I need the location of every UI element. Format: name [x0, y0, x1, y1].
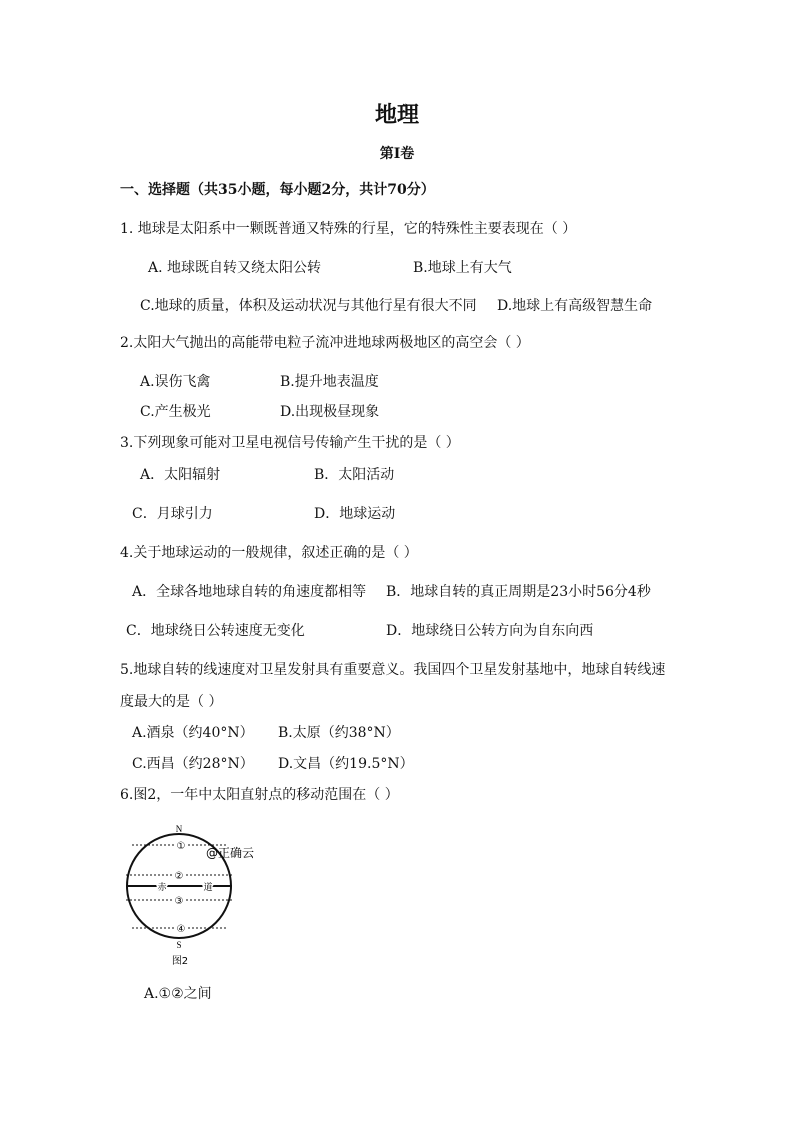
question-4-option-b: B．地球自转的真正周期是23小时56分4秒	[386, 584, 651, 600]
question-5-option-b: B.太原（约38°N）	[278, 725, 400, 741]
question-4-option-a: A．全球各地地球自转的角速度都相等	[132, 584, 367, 600]
marker-1: ①	[176, 841, 186, 852]
question-5-option-d: D.文昌（约19.5°N）	[278, 756, 414, 772]
question-3-option-b: B．太阳活动	[314, 467, 395, 483]
question-4-option-c: C．地球绕日公转速度无变化	[126, 623, 305, 639]
question-1-option-d: D.地球上有高级智慧生命	[497, 298, 653, 314]
question-1-stem: 1. 地球是太阳系中一颗既普通又特殊的行星，它的特殊性主要表现在（ ）	[120, 221, 577, 237]
question-5-stem-line-2: 度最大的是（ ）	[120, 694, 223, 710]
south-label: S	[176, 940, 182, 950]
marker-2: ②	[174, 871, 184, 882]
question-4-option-d: D．地球绕日公转方向为自东向西	[386, 623, 594, 639]
equator-label-left: 赤	[157, 883, 167, 893]
north-label: N	[175, 824, 183, 834]
question-1-option-c: C.地球的质量，体积及运动状况与其他行星有很大不同	[140, 298, 477, 314]
earth-diagram-figure	[122, 818, 255, 970]
section-heading: 一、选择题（共35小题，每小题2分，共计70分）	[120, 182, 435, 198]
question-2-option-a: A.误伤飞禽	[140, 374, 211, 390]
question-5-stem-line-1: 5.地球自转的线速度对卫星发射具有重要意义。我国四个卫星发射基地中，地球自转线速	[120, 662, 666, 678]
question-2-option-c: C.产生极光	[140, 404, 211, 420]
question-6-option-a: A.①②之间	[144, 986, 212, 1002]
volume-label: 第Ⅰ卷	[379, 146, 415, 162]
question-2-stem: 2.太阳大气抛出的高能带电粒子流冲进地球两极地区的高空会（ ）	[120, 335, 530, 351]
question-2-option-d: D.出现极昼现象	[280, 404, 380, 420]
question-5-option-c: C.西昌（约28°N）	[132, 756, 254, 772]
question-3-option-d: D．地球运动	[314, 506, 396, 522]
page-title: 地理	[374, 102, 419, 128]
question-3-option-c: C．月球引力	[132, 506, 213, 522]
question-5-option-a: A.酒泉（约40°N）	[132, 725, 254, 741]
watermark-text: @正确云	[206, 846, 255, 860]
equator-label-right: 道	[203, 883, 213, 893]
question-6-stem: 6.图2，一年中太阳直射点的移动范围在（ ）	[120, 787, 399, 803]
question-1-option-a: A. 地球既自转又绕太阳公转	[148, 260, 322, 276]
figure-caption: 图2	[171, 956, 189, 967]
question-2-option-b: B.提升地表温度	[280, 374, 379, 390]
question-1-option-b: B.地球上有大气	[413, 260, 512, 276]
marker-4: ④	[176, 924, 186, 935]
question-3-stem: 3.下列现象可能对卫星电视信号传输产生干扰的是（ ）	[120, 435, 460, 451]
question-3-option-a: A．太阳辐射	[140, 467, 221, 483]
question-4-stem: 4.关于地球运动的一般规律，叙述正确的是（ ）	[120, 545, 418, 561]
marker-3: ③	[174, 896, 184, 907]
